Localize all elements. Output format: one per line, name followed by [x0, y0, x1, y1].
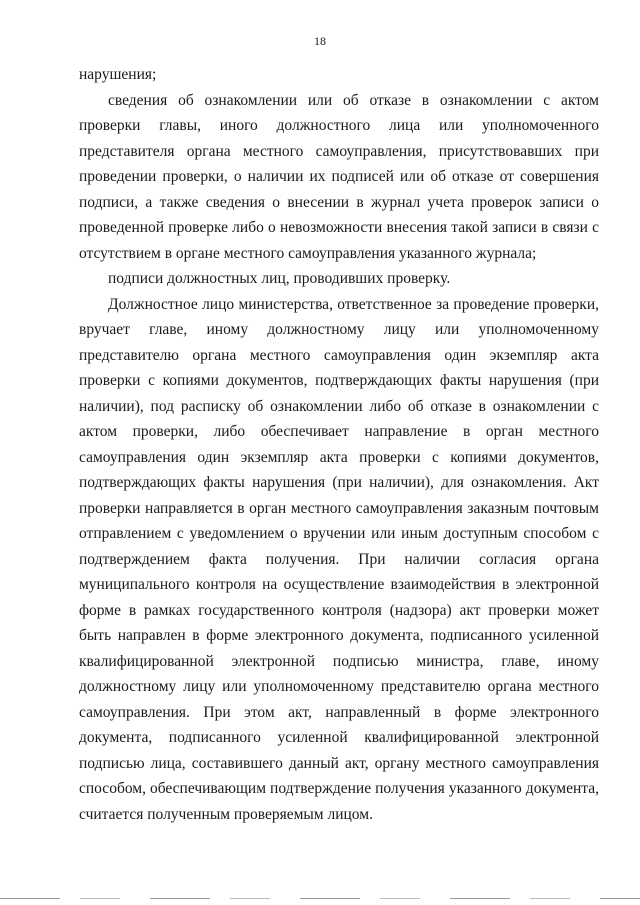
scan-edge-line [0, 898, 640, 899]
paragraph-continuation: нарушения; [79, 66, 157, 83]
paragraph-act-delivery: Должностное лицо министерства, ответственное за проведение проверки, вручает главе, иному должностному лицу или уполномоченному представителю органа местного самоуправления один экземпляр акта проверки с копиями документов, подтверждающих факты нарушения (при наличии), под расписку об ознакомлении либо об отказе в ознакомлении с актом проверки, либо обеспечивает направление в орган местного самоуправления один экземпляр акта проверки с копиями документов, подтверждающих факты нарушения (при наличии), для ознакомления. Акт проверки направляется в орган местного самоуправления заказным почтовым отправлением с уведомлением о вручении или иным доступным способом с подтверждением факта получения. При наличии согласия органа муниципального контроля на осуществление взаимодействия в электронной форме в рамках государственного контроля (надзора) акт проверки может быть направлен в форме электронного документа, подписанного усиленной квалифицированной электронной подписью министра, главе, иному должностному лицу или уполномоченному представителю органа местного самоуправления. При этом акт, направленный в форме электронного документа, подписанного усиленной квалифицированной электронной подписью лица, составившего данный акт, органу местного самоуправления способом, обеспечивающим подтверждение получения указанного документа, считается полученным проверяемым лицом. [79, 295, 599, 823]
page-number: 18 [314, 34, 326, 48]
document-body [79, 62, 599, 827]
paragraph-signatures: подписи должностных лиц, проводивших проверку. [108, 270, 451, 287]
paragraph-acquaintance-info: сведения об ознакомлении или об отказе в ознакомлении с актом проверки главы, иного должностного лица или уполномоченного представителя органа местного самоуправления, присутствовавших при проведении проверки, о наличии их подписей или об отказе от совершения подписи, а также сведения о внесении в журнал учета проверок записи о проведенной проверке либо о невозможности внесения такой записи в связи с отсутствием в органе местного самоуправления указанного журнала; [79, 91, 599, 262]
